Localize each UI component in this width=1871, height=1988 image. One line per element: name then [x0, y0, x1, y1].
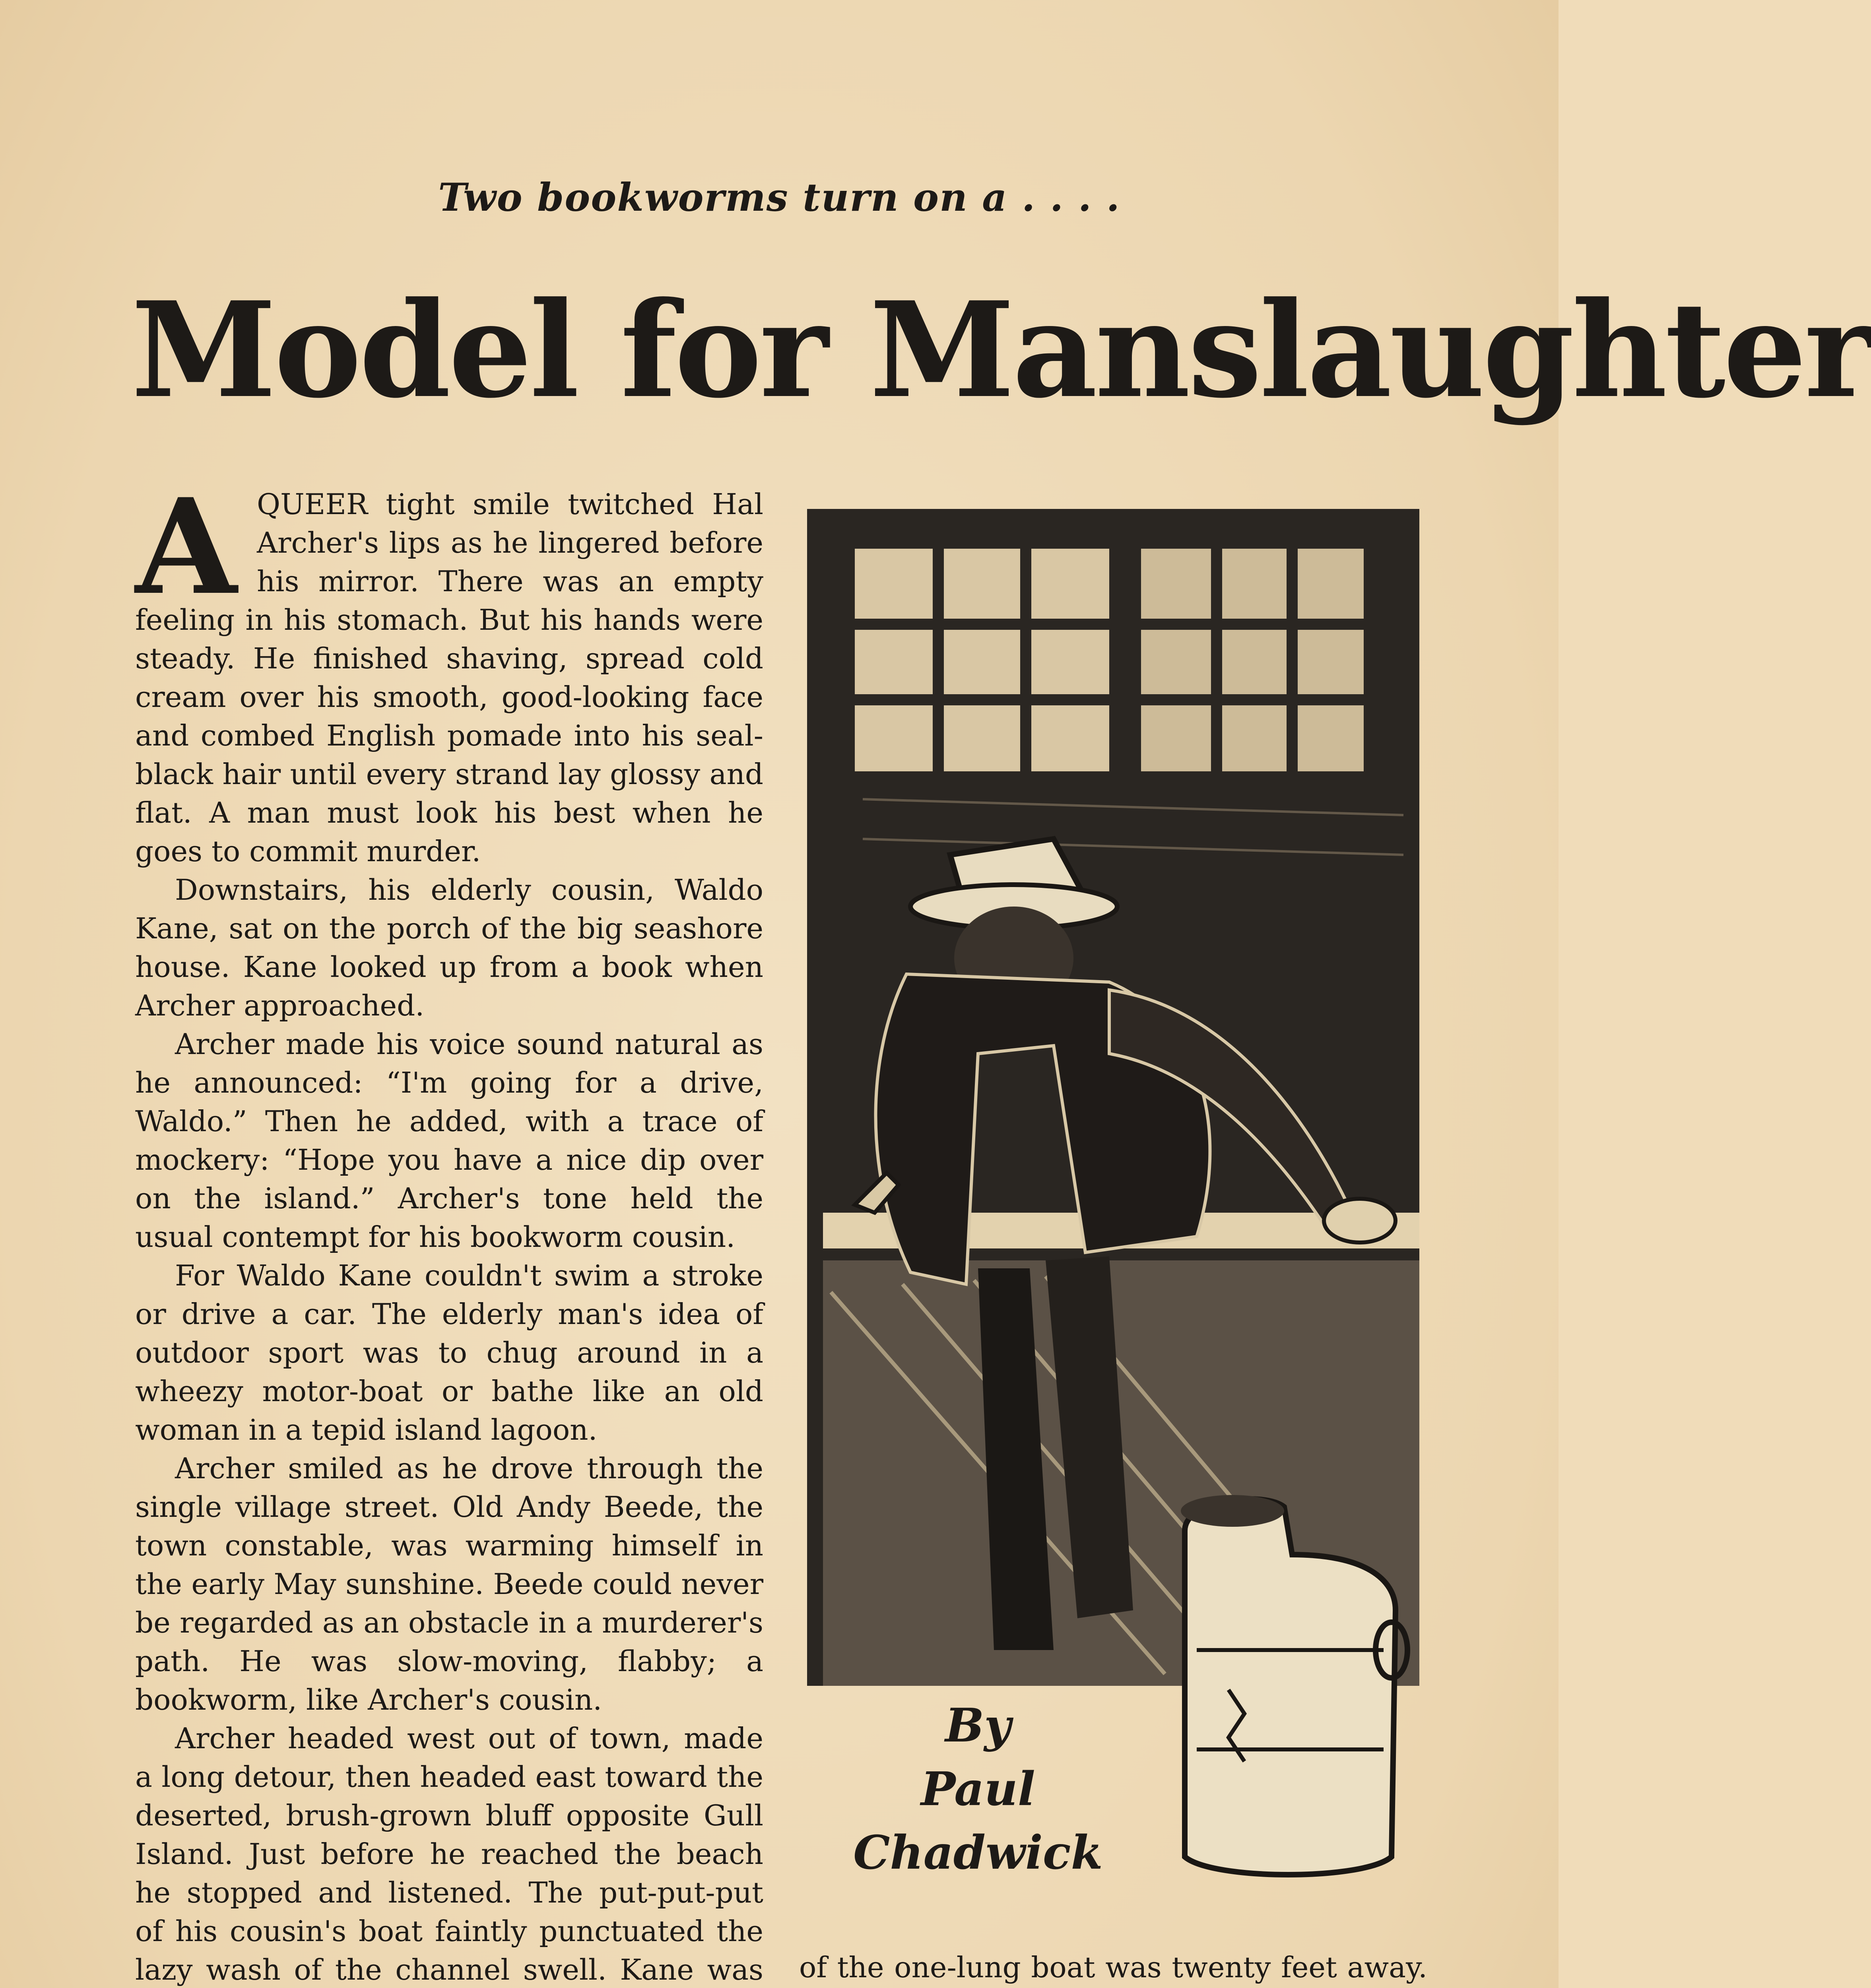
paragraph-4: For Waldo Kane couldn't swim a stroke or drive a car. The elderly man's idea of outdoor sport was to chug around in a wheezy motor-boat or bathe like an old woman in a tepid island lagoon. — [135, 1259, 763, 1446]
paragraph-5: Archer smiled as he drove through the single village street. Old Andy Beede, the town constable, was warming himself in the early May sunshine. Beede could never be regarded as an obstacle in a murderer's path. He was slow-moving, flabby; a bookworm, like Archer's cousin. — [135, 1452, 763, 1716]
byline-last-name: Chadwick — [853, 1826, 1103, 1880]
paragraph-1: AQUEER tight smile twitched Hal Archer's lips as he lingered before his mirror. There was an empty feeling in his stomach. But his hands were steady. He finished shaving, spread cold cream over his smooth, good-looking face and combed English pomade into his seal-black hair until every strand lay glossy and flat. A man must look his best when he goes to commit murder. — [135, 470, 763, 868]
left-text-column — [135, 470, 763, 1988]
story-title: Model for Manslaughter — [131, 273, 1871, 427]
paragraph-2: Downstairs, his elderly cousin, Waldo Kane, sat on the porch of the big seashore house. Kane looked up from a book when Archer approached. — [135, 873, 763, 1022]
byline-by: By — [945, 1699, 1011, 1753]
ink-illustration — [807, 457, 1431, 1897]
drop-cap: A — [135, 470, 237, 624]
paragraph-6: Archer headed west out of town, made a long detour, then headed east toward the deserted, brush-grown bluff opposite Gull Island. Just before he reached the beach he stopped and listened. The put-put-put of his cousin's boat faintly punctuated the lazy wash of the channel swell. Kane was — [135, 1722, 763, 1986]
right-paragraph-1: of the one-lung boat was twenty feet away. — [799, 1951, 1427, 1984]
right-text-column — [799, 1948, 1427, 1988]
byline — [827, 1694, 1129, 1885]
paragraph-3: Archer made his voice sound natural as he announced: “I'm going for a drive, Waldo.” Then he added, with a trace of mockery: “Hope you have a nice dip over on the island.” Archer's tone held the usual contempt for his bookworm cousin. — [135, 1027, 763, 1254]
byline-first-name: Paul — [921, 1762, 1035, 1816]
man-on-boat-illustration — [807, 457, 1431, 1897]
story-kicker: Two bookworms turn on a . . . . — [438, 175, 1120, 220]
